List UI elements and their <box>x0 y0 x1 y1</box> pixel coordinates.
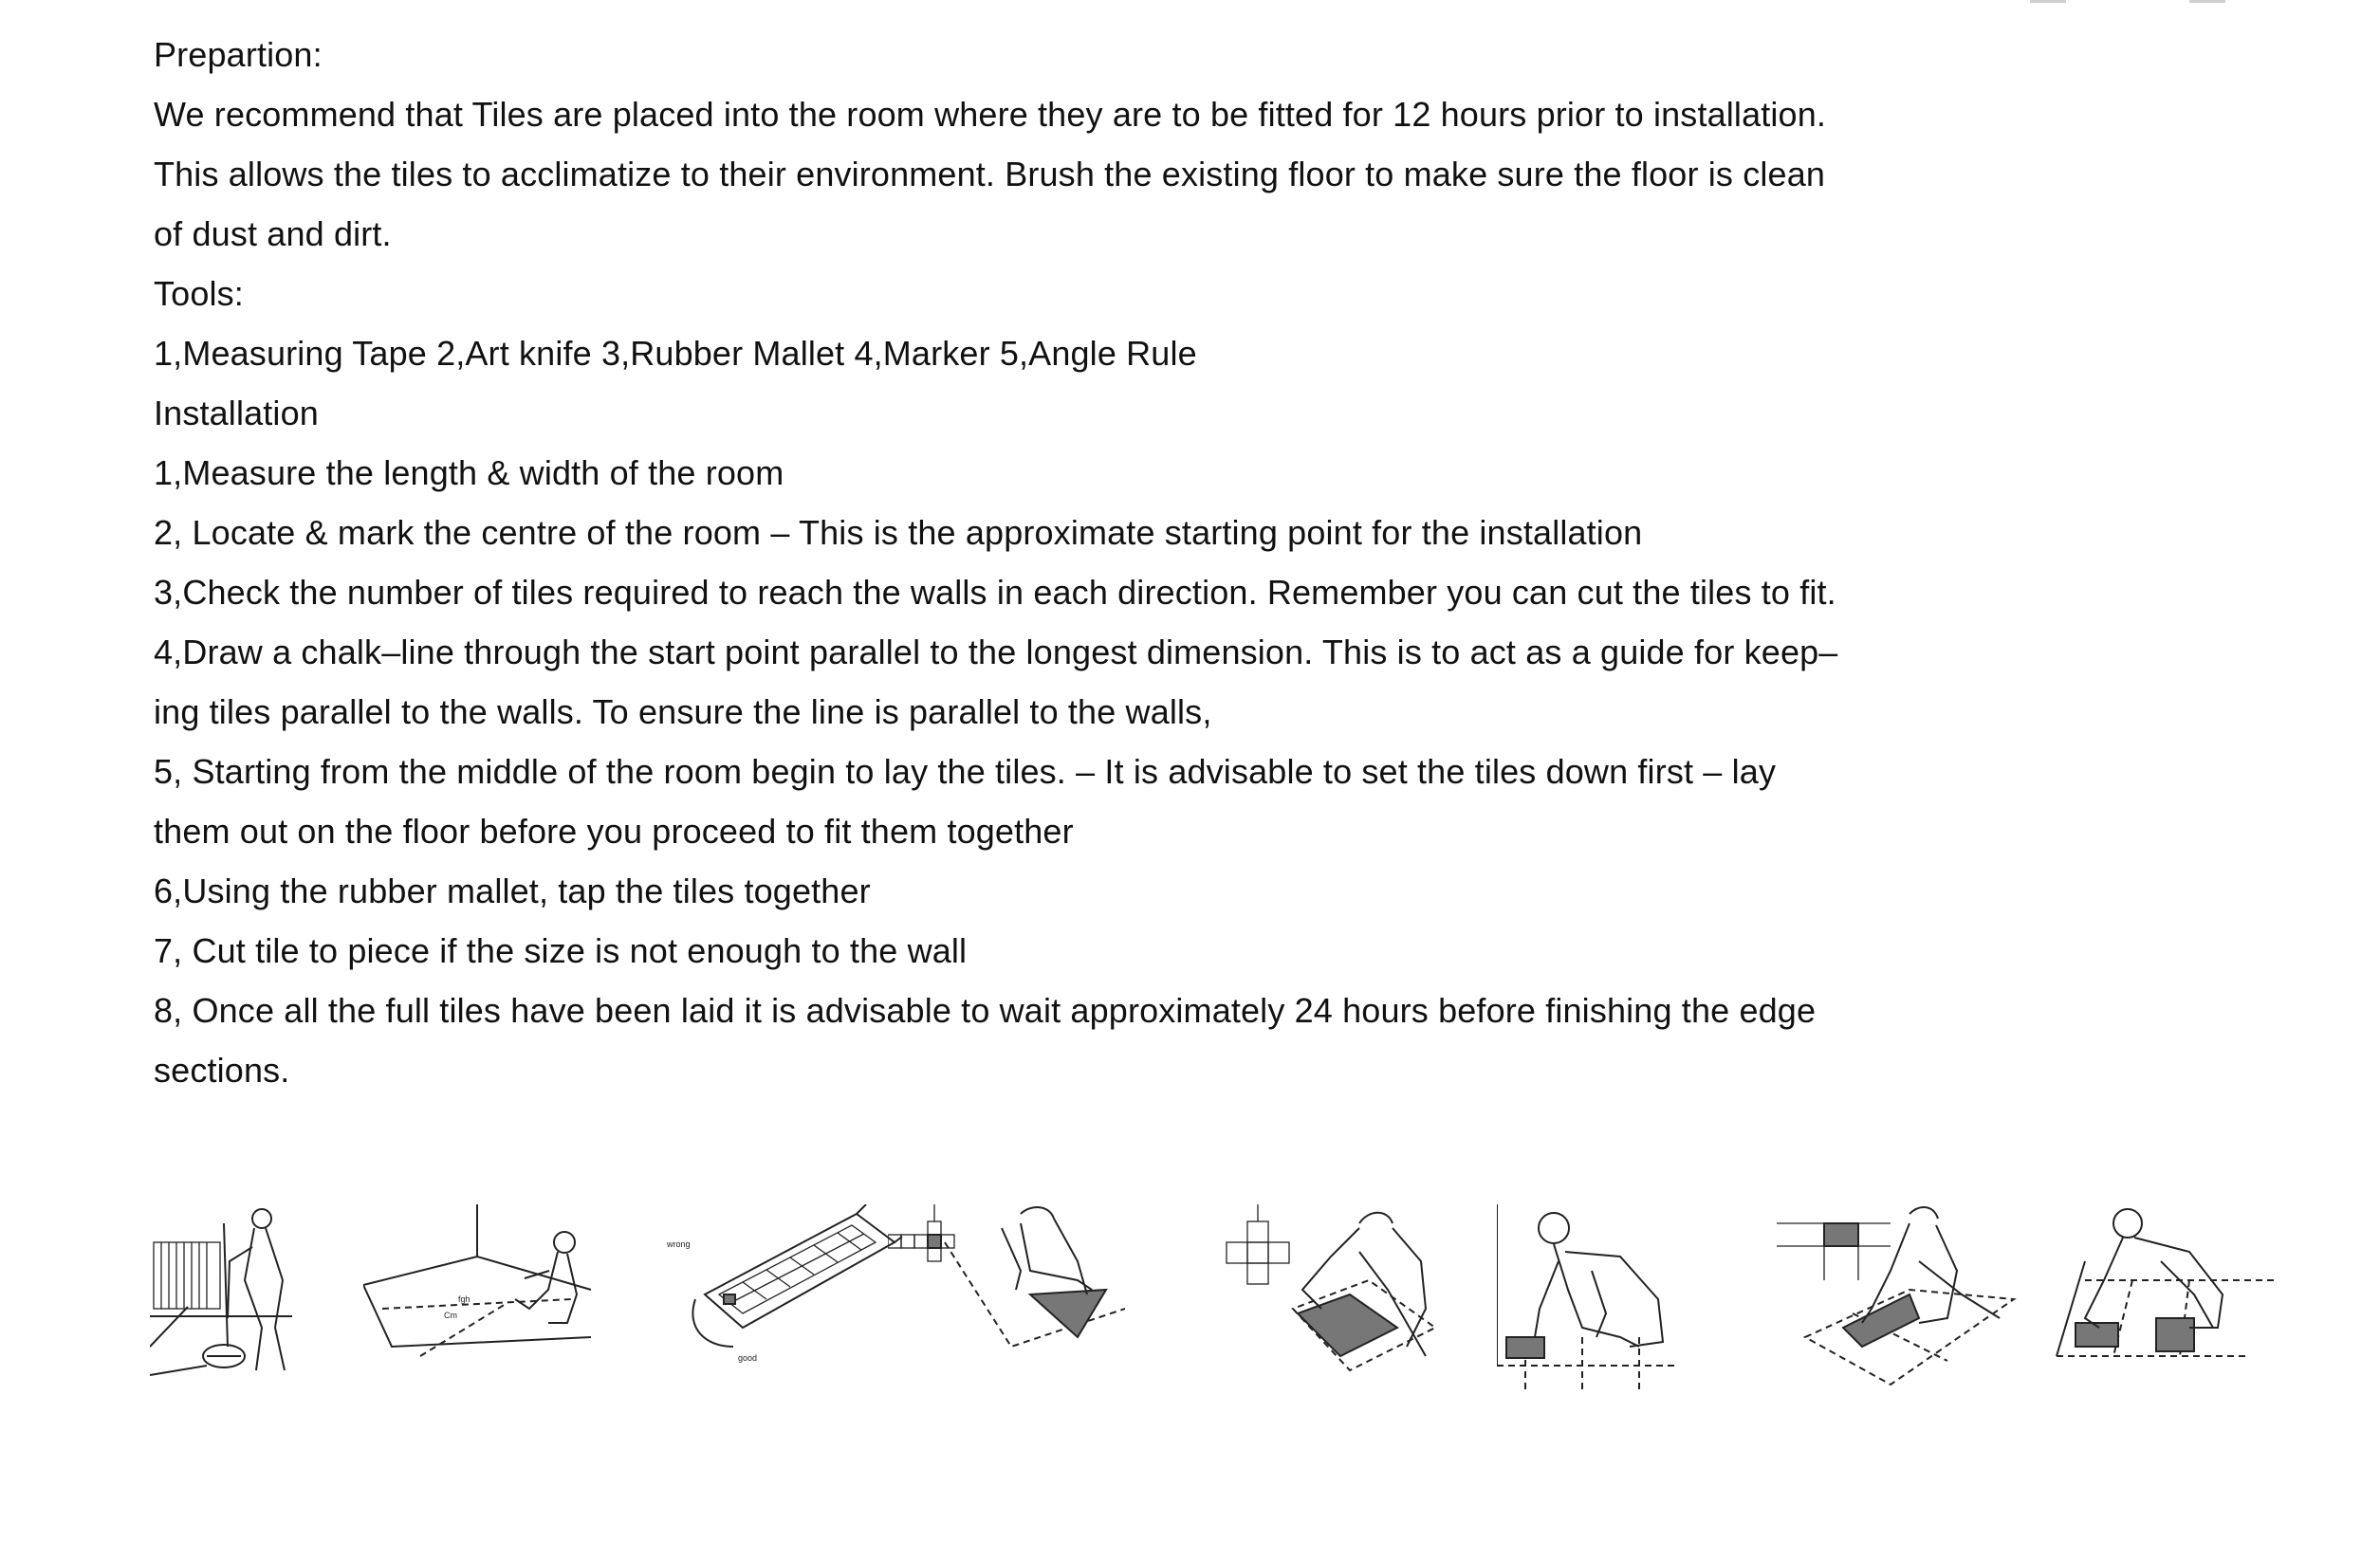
svg-text:fgh: fgh <box>458 1294 470 1304</box>
heading-preparation: Prepartion: <box>154 35 323 74</box>
label-wrong: wrong <box>667 1239 691 1249</box>
step-8-line-2: sections. <box>154 1051 290 1090</box>
step-4-line-2: ing tiles parallel to the walls. To ensure the line is parallel to the walls, <box>154 692 1212 731</box>
step-3: 3,Check the number of tiles required to reach the walls in each direction. Remember you can cut the tiles to fit. <box>154 573 1836 612</box>
step-1: 1,Measure the length & width of the room <box>154 453 784 492</box>
step-2: 2, Locate & mark the centre of the room – This is the approximate starting point for the installation <box>154 513 1643 552</box>
instructions-text <box>154 25 2297 1100</box>
installation-illustrations <box>150 1204 2275 1432</box>
tools-list: 1,Measuring Tape 2,Art knife 3,Rubber Mallet 4,Marker 5,Angle Rule <box>154 334 1197 373</box>
step-7: 7, Cut tile to piece if the size is not enough to the wall <box>154 931 968 970</box>
heading-installation: Installation <box>154 394 319 432</box>
preparation-text-line-1: We recommend that Tiles are placed into the room where they are to be fitted for 12 hours prior to installation. <box>154 95 1827 134</box>
illustration-tap-tiles <box>1497 1204 1687 1413</box>
illustration-fit-tiles <box>1208 1204 1445 1413</box>
preparation-text-line-3: of dust and dirt. <box>154 214 392 253</box>
step-8-line-1: 8, Once all the full tiles have been laid it is advisable to wait approximately 24 hours before finishing the edge <box>154 991 1817 1030</box>
step-5-line-1: 5, Starting from the middle of the room begin to lay the tiles. – It is advisable to set the tiles down first – lay <box>154 752 1777 791</box>
illustration-lay-first-tile <box>888 1204 1125 1413</box>
step-6: 6,Using the rubber mallet, tap the tiles together <box>154 872 871 910</box>
step-5-line-2: them out on the floor before you proceed to fit them together <box>154 812 1074 851</box>
illustration-tile-layout <box>667 1204 904 1413</box>
illustration-brush-floor <box>150 1204 302 1413</box>
step-4-line-1: 4,Draw a chalk–line through the start point parallel to the longest dimension. This is to act as a guide for keep– <box>154 633 1838 671</box>
illustration-finish-edges <box>2047 1204 2275 1413</box>
corner-marks <box>2030 0 2248 6</box>
preparation-text-line-2: This allows the tiles to acclimatize to their environment. Brush the existing floor to make sure the floor is clean <box>154 155 1826 193</box>
illustration-measure-room <box>363 1204 600 1413</box>
heading-tools: Tools: <box>154 274 244 313</box>
label-good: good <box>738 1353 758 1363</box>
svg-text:Cm: Cm <box>444 1311 457 1320</box>
illustration-cut-tile <box>1777 1204 2023 1413</box>
